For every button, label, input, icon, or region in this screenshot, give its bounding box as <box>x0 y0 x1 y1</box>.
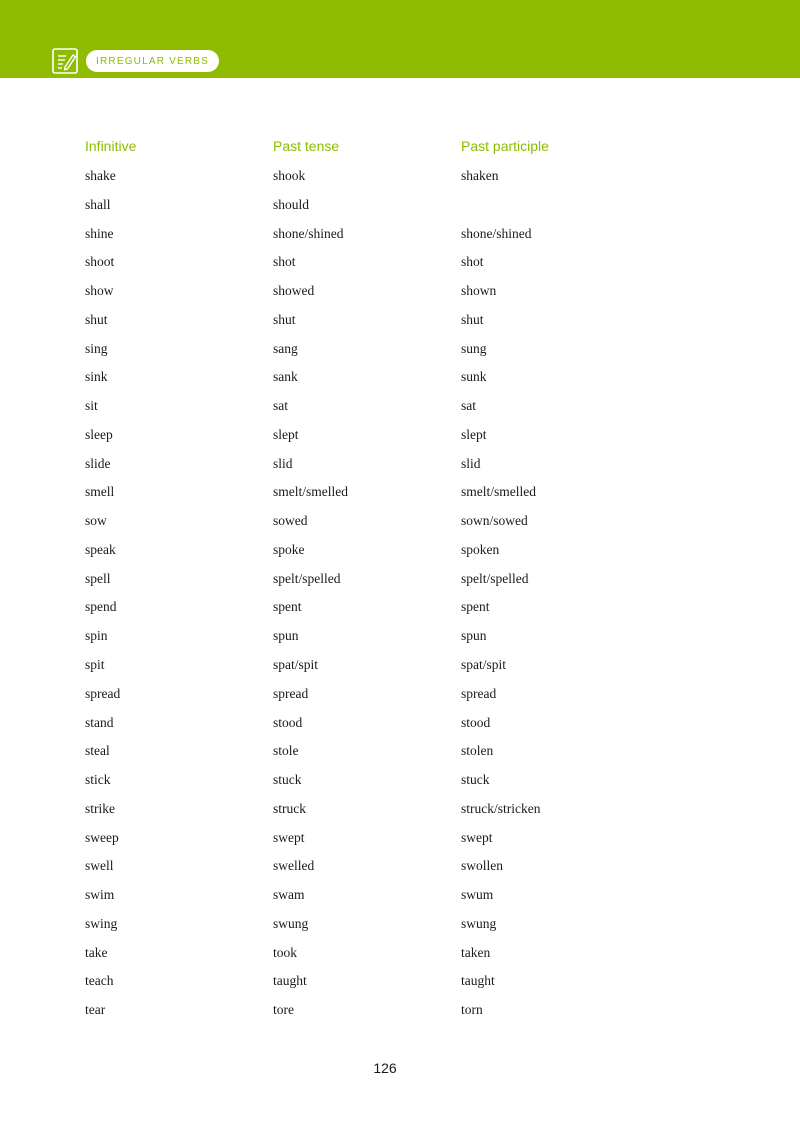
past-participle-cell: sung <box>461 340 487 356</box>
past-tense-cell: sat <box>273 398 288 414</box>
past-tense-cell: tore <box>273 1002 294 1018</box>
past-tense-cell: slid <box>273 455 293 471</box>
past-tense-cell: stuck <box>273 772 302 788</box>
infinitive-cell: teach <box>85 973 114 989</box>
table-row <box>85 593 645 622</box>
infinitive-cell: shoot <box>85 254 115 270</box>
past-participle-cell: smelt/smelled <box>461 484 536 500</box>
past-tense-cell: shot <box>273 254 296 270</box>
table-row <box>85 766 645 795</box>
past-tense-cell: shut <box>273 311 296 327</box>
past-tense-cell: struck <box>273 800 306 816</box>
table-row <box>85 967 645 996</box>
past-participle-cell: spent <box>461 599 490 615</box>
infinitive-cell: sit <box>85 398 98 414</box>
past-tense-cell: shone/shined <box>273 225 344 241</box>
past-tense-cell: took <box>273 944 298 960</box>
table-row <box>85 881 645 910</box>
infinitive-cell: sow <box>85 513 107 529</box>
past-participle-cell: struck/stricken <box>461 800 541 816</box>
table-row <box>85 507 645 536</box>
infinitive-cell: swing <box>85 915 118 931</box>
past-tense-cell: stood <box>273 714 303 730</box>
infinitive-cell: smell <box>85 484 115 500</box>
table-row <box>85 335 645 364</box>
verb-table <box>85 162 645 1025</box>
past-participle-cell: spat/spit <box>461 657 507 673</box>
past-tense-cell: should <box>273 196 310 212</box>
past-participle-cell: spelt/spelled <box>461 570 529 586</box>
infinitive-cell: sing <box>85 340 108 356</box>
past-tense-cell: smelt/smelled <box>273 484 348 500</box>
table-row <box>85 795 645 824</box>
infinitive-cell: sink <box>85 369 108 385</box>
table-row <box>85 536 645 565</box>
table-row <box>85 565 645 594</box>
past-tense-cell: swelled <box>273 858 315 874</box>
past-participle-cell: spread <box>461 685 497 701</box>
past-participle-cell: shaken <box>461 168 499 183</box>
infinitive-cell: sleep <box>85 426 113 442</box>
past-tense-cell: sowed <box>273 513 308 529</box>
table-row <box>85 996 645 1025</box>
infinitive-cell: shall <box>85 196 111 212</box>
infinitive-cell: spread <box>85 685 121 701</box>
past-participle-cell: stuck <box>461 772 490 788</box>
past-tense-cell: taught <box>273 973 307 989</box>
past-participle-cell: spun <box>461 628 487 644</box>
table-row <box>85 421 645 450</box>
table-row <box>85 910 645 939</box>
infinitive-cell: show <box>85 283 114 299</box>
table-row <box>85 709 645 738</box>
past-participle-cell: shut <box>461 311 484 327</box>
infinitive-cell: take <box>85 944 108 960</box>
past-participle-cell: shown <box>461 283 497 299</box>
table-row <box>85 478 645 507</box>
past-participle-cell: slid <box>461 455 481 471</box>
header-band <box>0 0 800 78</box>
past-participle-cell: swept <box>461 829 493 845</box>
past-tense-cell: stole <box>273 743 299 759</box>
table-row <box>85 220 645 249</box>
past-tense-cell: sank <box>273 369 298 385</box>
past-participle-cell: swollen <box>461 858 503 874</box>
table-row <box>85 680 645 709</box>
past-tense-cell: swept <box>273 829 305 845</box>
infinitive-cell: spell <box>85 570 111 586</box>
column-header-infinitive: Infinitive <box>85 138 137 154</box>
past-participle-cell: taken <box>461 944 491 960</box>
past-participle-cell: sown/sowed <box>461 513 528 529</box>
table-row <box>85 622 645 651</box>
table-row <box>85 651 645 680</box>
infinitive-cell: speak <box>85 541 116 557</box>
past-participle-cell: shot <box>461 254 484 270</box>
table-row <box>85 824 645 853</box>
infinitive-cell: stand <box>85 714 114 730</box>
past-tense-cell: spent <box>273 599 302 615</box>
column-header-past-tense: Past tense <box>273 138 340 154</box>
past-participle-cell: swum <box>461 887 494 903</box>
past-tense-cell: spoke <box>273 541 305 557</box>
infinitive-cell: shake <box>85 168 116 183</box>
past-participle-cell: stolen <box>461 743 494 759</box>
past-participle-cell: torn <box>461 1002 483 1018</box>
page-number: 126 <box>373 1060 397 1076</box>
past-participle-cell: sunk <box>461 369 487 385</box>
table-row <box>85 306 645 335</box>
infinitive-cell: shine <box>85 225 114 241</box>
infinitive-cell: stick <box>85 772 111 788</box>
past-tense-cell: spun <box>273 628 299 644</box>
section-tag-label: IRREGULAR VERBS <box>96 55 210 67</box>
past-participle-cell: slept <box>461 426 487 442</box>
past-tense-cell: shook <box>273 168 306 183</box>
past-participle-cell: stood <box>461 714 491 730</box>
table-row <box>85 450 645 479</box>
past-participle-cell: sat <box>461 398 476 414</box>
infinitive-cell: spin <box>85 628 108 644</box>
column-header-past-participle: Past participle <box>461 138 549 154</box>
infinitive-cell: shut <box>85 311 108 327</box>
infinitive-cell: sweep <box>85 829 119 845</box>
past-tense-cell: swung <box>273 915 309 931</box>
table-row <box>85 939 645 968</box>
past-participle-cell: swung <box>461 915 497 931</box>
past-participle-cell: shone/shined <box>461 225 532 241</box>
infinitive-cell: spend <box>85 599 117 615</box>
table-row <box>85 737 645 766</box>
section-tag <box>86 50 219 72</box>
table-row <box>85 191 645 220</box>
infinitive-cell: steal <box>85 743 110 759</box>
infinitive-cell: spit <box>85 657 105 673</box>
past-tense-cell: spread <box>273 685 309 701</box>
past-tense-cell: showed <box>273 283 315 299</box>
infinitive-cell: tear <box>85 1002 106 1018</box>
table-row <box>85 248 645 277</box>
past-tense-cell: spelt/spelled <box>273 570 341 586</box>
past-participle-cell: spoken <box>461 541 500 557</box>
infinitive-cell: swim <box>85 887 115 903</box>
past-tense-cell: sang <box>273 340 298 356</box>
table-row <box>85 277 645 306</box>
notebook-pencil-icon <box>51 47 79 75</box>
infinitive-cell: swell <box>85 858 114 874</box>
table-row <box>85 363 645 392</box>
past-participle-cell: taught <box>461 973 495 989</box>
past-tense-cell: spat/spit <box>273 657 319 673</box>
past-tense-cell: swam <box>273 887 305 903</box>
past-tense-cell: slept <box>273 426 299 442</box>
table-row <box>85 162 645 191</box>
table-row <box>85 852 645 881</box>
infinitive-cell: strike <box>85 800 115 816</box>
infinitive-cell: slide <box>85 455 111 471</box>
table-row <box>85 392 645 421</box>
